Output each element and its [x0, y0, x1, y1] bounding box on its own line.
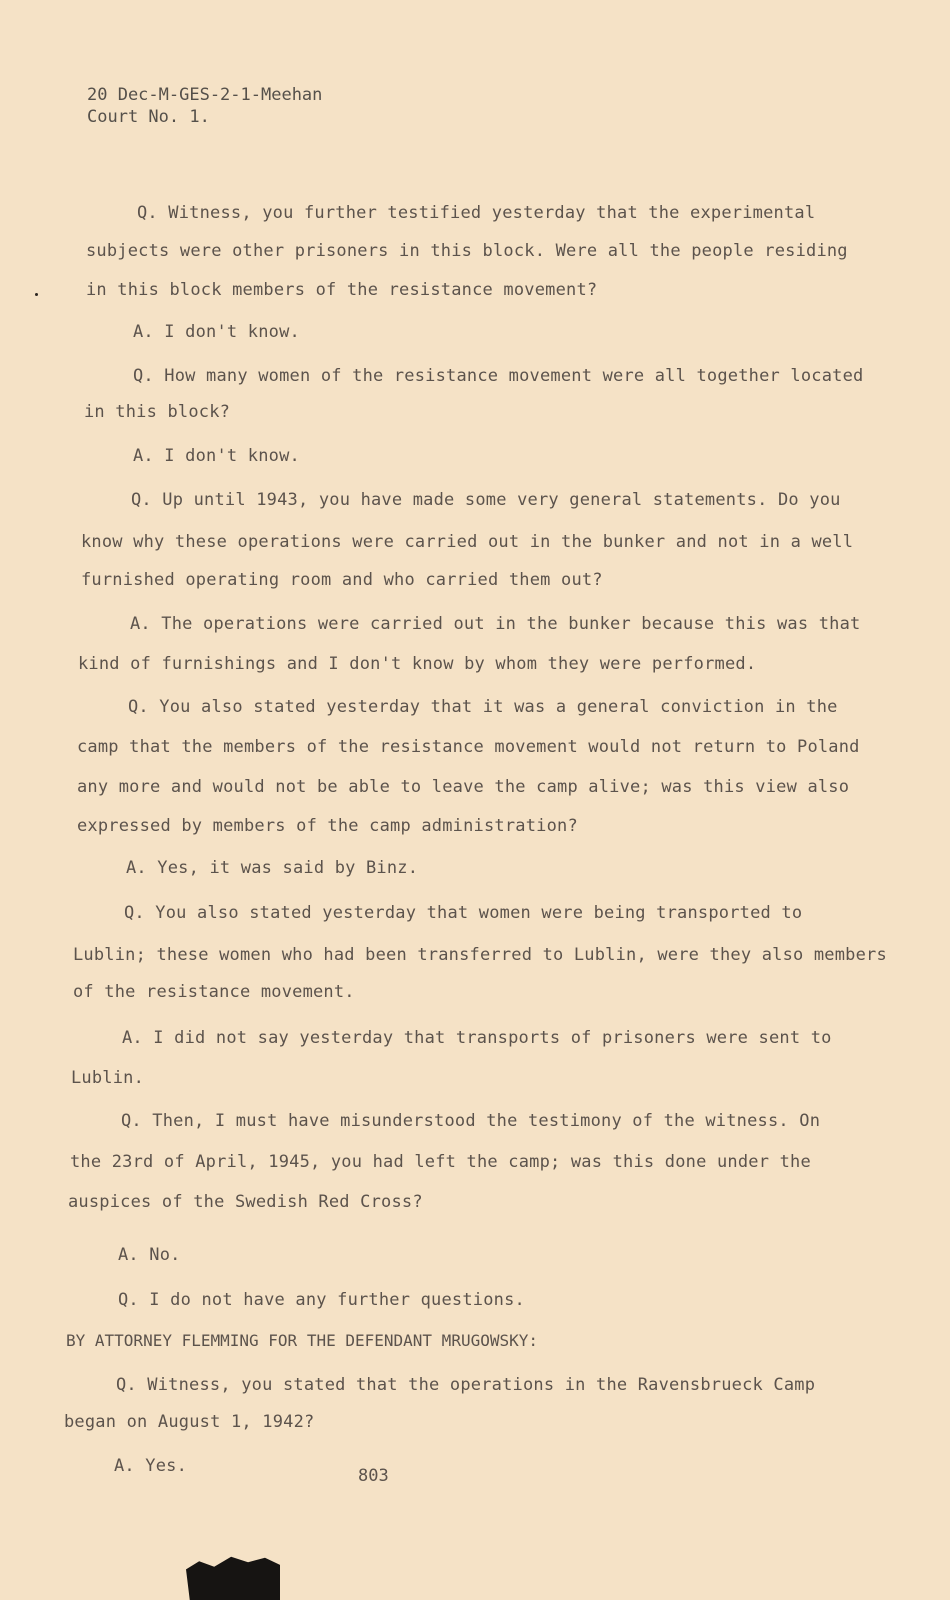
document-header	[87, 84, 322, 128]
transcript-line: Lublin.	[71, 1068, 145, 1088]
transcript-line: furnished operating room and who carried them out?	[81, 570, 603, 590]
transcript-line: kind of furnishings and I don't know by whom they were performed.	[78, 654, 757, 674]
page-number: 803	[358, 1466, 389, 1486]
transcript-line: auspices of the Swedish Red Cross?	[68, 1192, 423, 1212]
transcript-line: subjects were other prisoners in this block. Were all the people residing	[86, 241, 848, 261]
ink-speck	[35, 293, 38, 296]
transcript-line: A. The operations were carried out in the bunker because this was that	[130, 614, 861, 634]
section-heading: BY ATTORNEY FLEMMING FOR THE DEFENDANT MRUGOWSKY:	[66, 1331, 539, 1350]
transcript-line: Q. You also stated yesterday that women were being transported to	[124, 903, 803, 923]
header-reference: 20 Dec-M-GES-2-1-Meehan	[87, 85, 323, 105]
transcript-line: Q. Witness, you further testified yesterday that the experimental	[137, 203, 816, 223]
transcript-line: Q. Up until 1943, you have made some very general statements. Do you	[131, 490, 841, 510]
transcript-line: in this block?	[84, 402, 231, 422]
transcript-line: Q. You also stated yesterday that it was a general conviction in the	[128, 697, 838, 717]
transcript-line: Q. Then, I must have misunderstood the testimony of the witness. On	[121, 1111, 821, 1131]
transcript-line: expressed by members of the camp administration?	[77, 816, 578, 836]
torn-corner-shadow	[186, 1555, 280, 1600]
transcript-line: Q. Witness, you stated that the operations in the Ravensbrueck Camp	[116, 1375, 816, 1395]
transcript-line: A. Yes, it was said by Binz.	[126, 858, 419, 878]
transcript-line: A. I did not say yesterday that transports of prisoners were sent to	[122, 1028, 832, 1048]
transcript-line: of the resistance movement.	[73, 982, 355, 1002]
transcript-line: any more and would not be able to leave the camp alive; was this view also	[77, 777, 850, 797]
transcript-line: in this block members of the resistance movement?	[86, 280, 598, 300]
transcript-line: Q. I do not have any further questions.	[118, 1290, 525, 1310]
header-court: Court No. 1.	[87, 107, 210, 127]
transcript-line: A. I don't know.	[133, 322, 300, 342]
transcript-line: A. Yes.	[114, 1456, 188, 1476]
transcript-line: A. No.	[118, 1245, 181, 1265]
transcript-line: began on August 1, 1942?	[64, 1412, 315, 1432]
transcript-line: the 23rd of April, 1945, you had left the camp; was this done under the	[70, 1152, 811, 1172]
transcript-line: Lublin; these women who had been transferred to Lublin, were they also members	[73, 945, 887, 965]
transcript-line: camp that the members of the resistance movement would not return to Poland	[77, 737, 860, 757]
transcript-line: Q. How many women of the resistance movement were all together located	[133, 366, 864, 386]
transcript-line: A. I don't know.	[133, 446, 300, 466]
transcript-line: know why these operations were carried out in the bunker and not in a well	[81, 532, 854, 552]
